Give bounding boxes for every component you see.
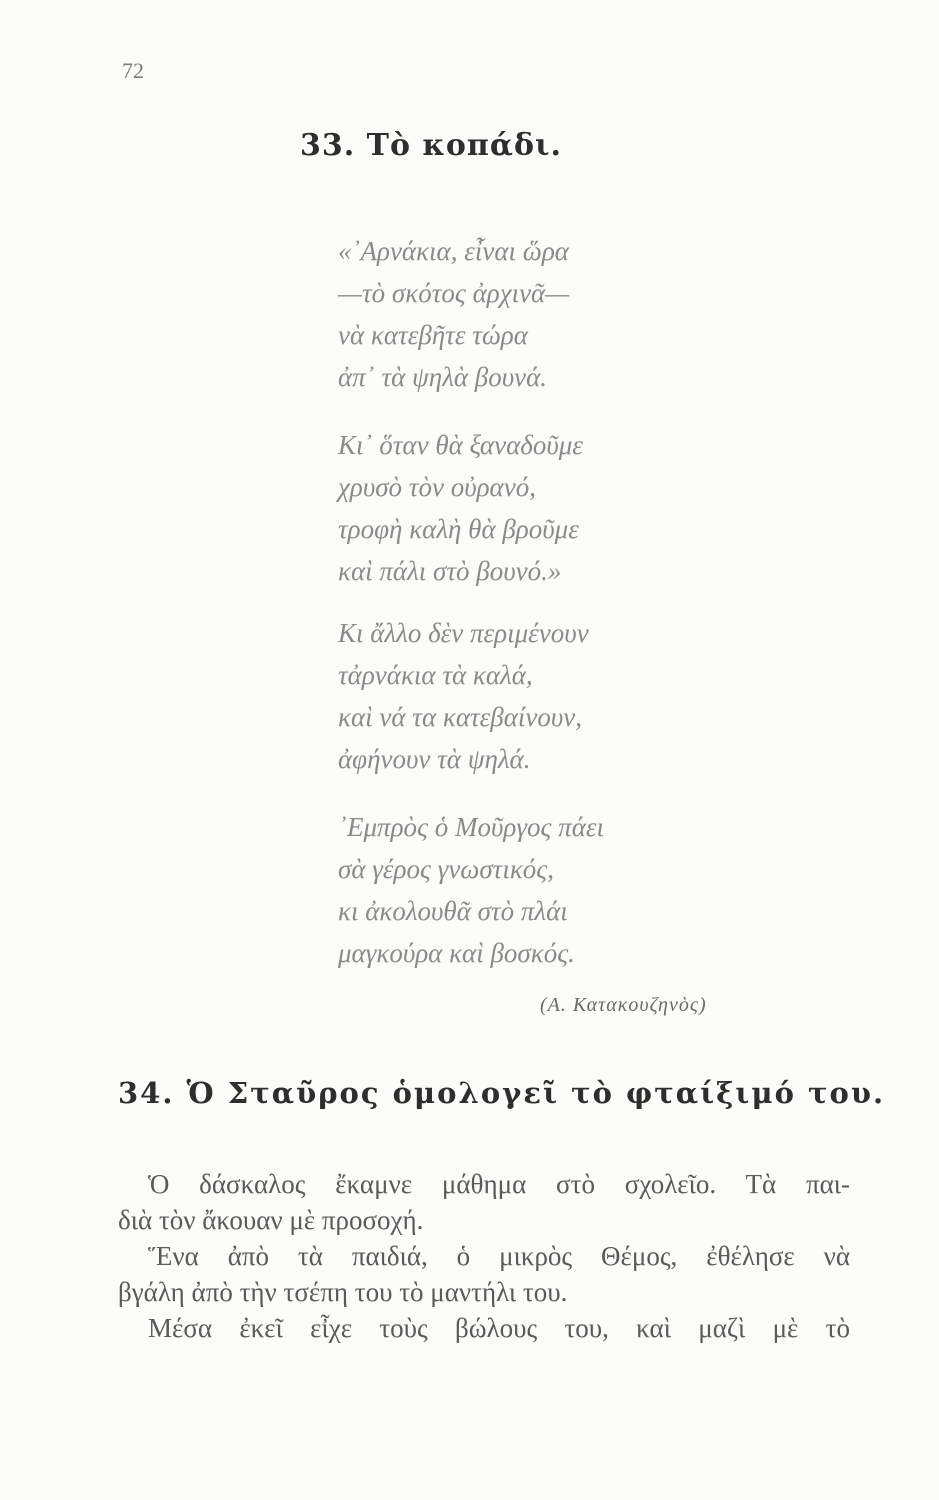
- poem-line: κι ἀκολουθᾶ στὸ πλάι: [338, 896, 568, 926]
- poem-stanza: [338, 230, 569, 398]
- poem-stanza: [338, 424, 583, 592]
- poem-line: τροφὴ καλὴ θὰ βροῦμε: [338, 514, 579, 544]
- poem-stanza: [338, 612, 589, 780]
- poem-line: ᾿Εμπρὸς ὁ Μοῦργος πάει: [338, 812, 605, 842]
- poem-line: νὰ κατεβῆτε τώρα: [338, 320, 528, 350]
- story-line: Ὁ δάσκαλος ἔκαμνε μάθημα στὸ σχολεῖο. Τὰ παι-: [148, 1169, 850, 1199]
- story-line: Ἕνα ἀπὸ τὰ παιδιά, ὁ μικρὸς Θέμος, ἐθέλησε νὰ: [148, 1241, 850, 1271]
- poem-line: Κι ἄλλο δὲν περιμένουν: [338, 618, 589, 648]
- story-line: διὰ τὸν ἄκουαν μὲ προσοχή.: [118, 1205, 424, 1235]
- poem-line: —τὸ σκότος ἀρχινᾶ—: [338, 278, 570, 308]
- poem-line: ἀφήνουν τὰ ψηλά.: [338, 744, 531, 774]
- poem-title: 33. Τὸ κοπάδι.: [300, 128, 562, 163]
- story-title: 34. Ὁ Σταῦρος ὁμολογεῖ τὸ φταίξιμό του.: [118, 1076, 886, 1110]
- poem-line: «᾿Αρνάκια, εἶναι ὥρα: [338, 236, 569, 266]
- poem-line: ἀπ᾿ τὰ ψηλὰ βουνά.: [338, 362, 548, 392]
- story-line: Μέσα ἐκεῖ εἶχε τοὺς βώλους του, καὶ μαζὶ μὲ τὸ: [148, 1313, 850, 1343]
- poem-line: καὶ νά τα κατεβαίνουν,: [338, 702, 583, 732]
- poem-line: χρυσὸ τὸν οὐρανό,: [338, 472, 536, 502]
- poem-line: τἀρνάκια τὰ καλά,: [338, 660, 533, 690]
- poem-author: (Α. Κατακουζηνὸς): [540, 994, 707, 1016]
- story-line: βγάλη ἀπὸ τὴν τσέπη του τὸ μαντήλι του.: [118, 1277, 568, 1307]
- poem-stanza: [338, 806, 604, 974]
- story-body: [118, 1166, 850, 1346]
- page-number: 72: [122, 58, 144, 83]
- poem-line: σὰ γέρος γνωστικός,: [338, 854, 555, 884]
- poem-line: Κι᾿ ὅταν θὰ ξαναδοῦμε: [338, 430, 583, 460]
- poem-line: καὶ πάλι στὸ βουνό.»: [338, 556, 562, 586]
- poem-line: μαγκούρα καὶ βοσκός.: [338, 938, 575, 968]
